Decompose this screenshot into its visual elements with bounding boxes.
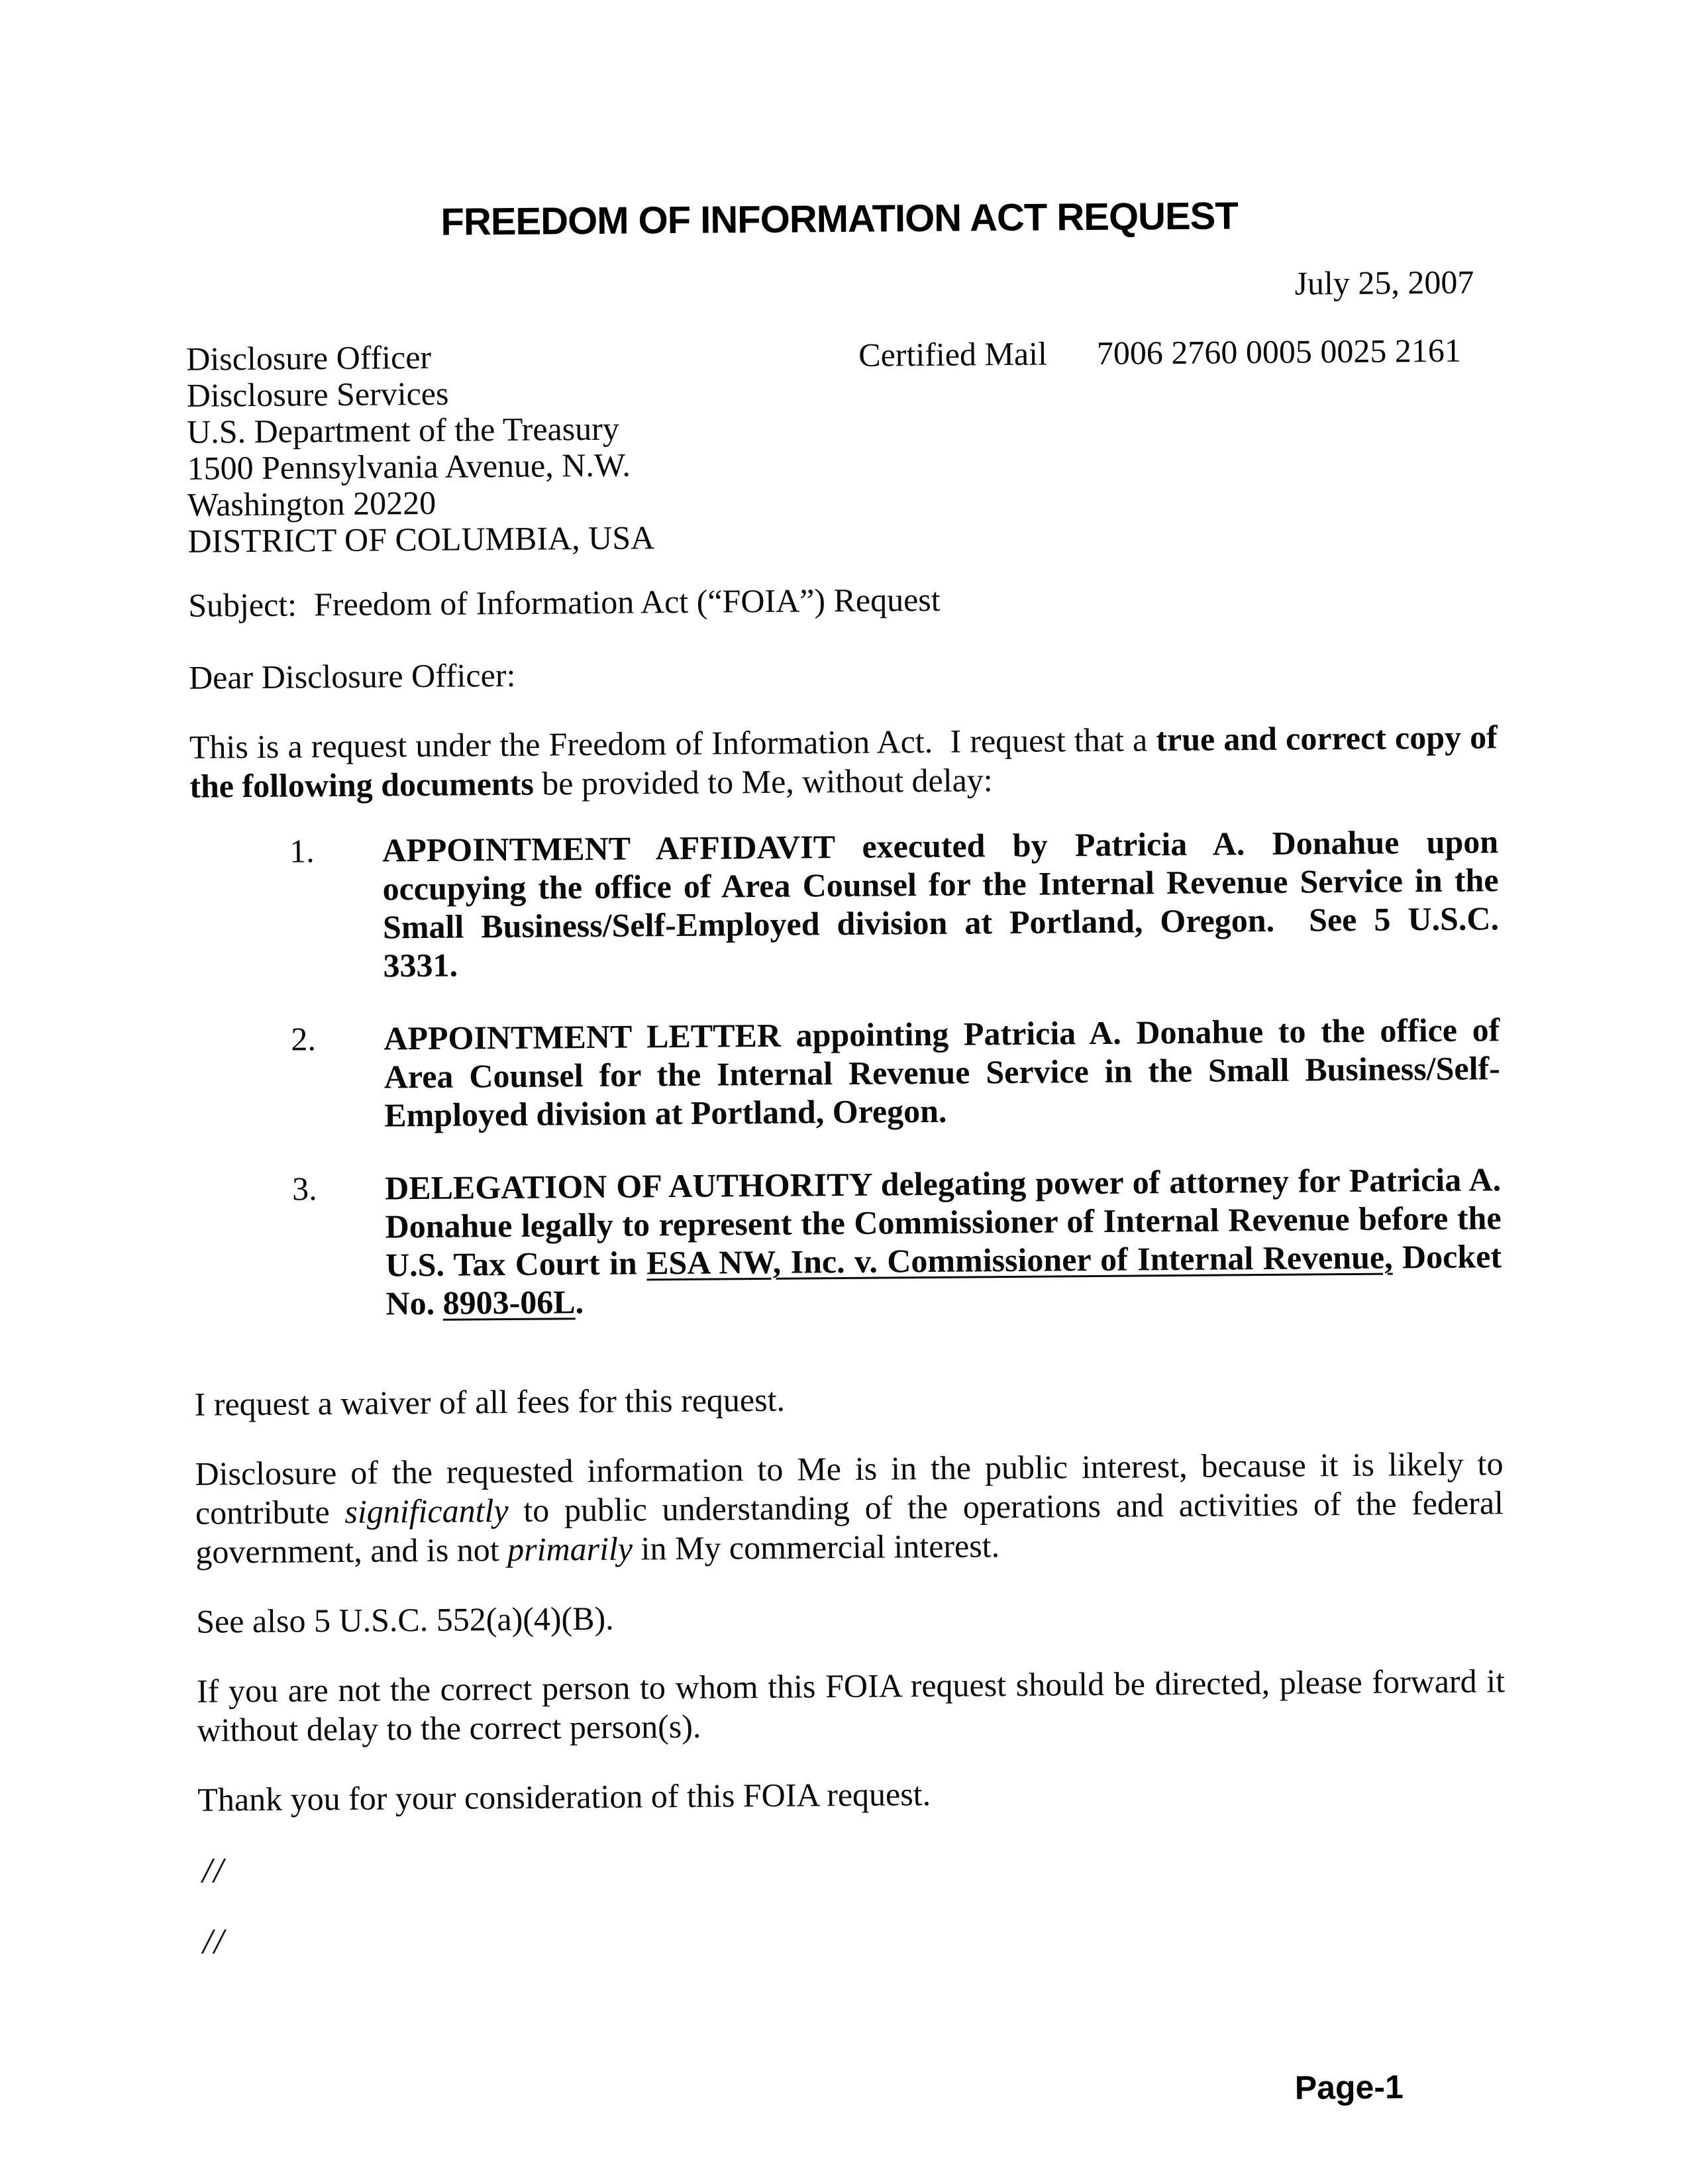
document-title: FREEDOM OF INFORMATION ACT REQUEST — [440, 194, 1239, 244]
item-number: 3. — [291, 1170, 317, 1208]
intro-paragraph: This is a request under the Freedom of Information Act. I request that a true and correct copy of the following documents be provided to Me, without delay: — [189, 718, 1498, 805]
request-item — [191, 1010, 1500, 1136]
slash-mark: // — [202, 1921, 226, 1961]
recipient-line: U.S. Department of the Treasury — [186, 409, 620, 450]
request-item — [193, 1160, 1502, 1324]
salutation: Dear Disclosure Officer: — [188, 656, 516, 696]
thanks-paragraph: Thank you for your consideration of this FOIA request. — [197, 1775, 931, 1818]
subject-label: Subject: — [187, 586, 297, 624]
recipient-line: 1500 Pennsylvania Avenue, N.W. — [187, 446, 631, 487]
forward-request-paragraph: If you are not the correct person to whom this FOIA request should be directed, please forward it without delay to the correct person(s). — [196, 1662, 1506, 1749]
certified-mail-number: 7006 2760 0005 0025 2161 — [1096, 331, 1462, 372]
letter-date: July 25, 2007 — [1294, 263, 1474, 302]
certified-mail-line — [858, 331, 1461, 375]
request-item — [190, 822, 1500, 986]
date-line — [185, 262, 1494, 312]
recipient-line: Disclosure Services — [186, 374, 449, 414]
item-number: 1. — [289, 832, 315, 870]
see-also-paragraph: See also 5 U.S.C. 552(a)(4)(B). — [196, 1599, 614, 1640]
request-items-list — [190, 822, 1502, 1324]
item-text: APPOINTMENT AFFIDAVIT executed by Patricia A. Donahue upon occupying the office of Area Counsel for the Internal Revenue Service in the Small Business/Self-Employed division at Portland, Oregon. See 5 U.S.C. 3331. — [382, 823, 1500, 984]
slash-mark: // — [201, 1850, 225, 1891]
public-interest-paragraph: Disclosure of the requested information to Me is in the public interest, because it is likely to contribute significantly to public understanding of the operations and activities of the federal government, and is not primarily in My commercial interest. — [195, 1445, 1504, 1571]
recipient-line: Washington 20220 — [187, 484, 436, 523]
item-number: 2. — [291, 1020, 317, 1058]
recipient-address-block — [186, 331, 1496, 560]
fee-waiver-paragraph: I request a waiver of all fees for this request. — [194, 1380, 786, 1423]
subject-line — [188, 576, 1496, 625]
recipient-line: DISTRICT OF COLUMBIA, USA — [187, 519, 655, 560]
subject-text: Freedom of Information Act (“FOIA”) Request — [313, 580, 941, 623]
page-number: Page-1 — [1294, 2068, 1404, 2106]
item-text: DELEGATION OF AUTHORITY delegating power of attorney for Patricia A. Donahue legally to represent the Commissioner of Internal Revenue before the U.S. Tax Court in ESA NW, Inc. v. Commissioner of Internal Revenue, Docket No. 8903-06L. — [384, 1161, 1502, 1322]
recipient-line: Disclosure Officer — [186, 338, 432, 378]
item-text: APPOINTMENT LETTER appointing Patricia A. Donahue to the office of Area Counsel for the Internal Revenue Service in the Small Business/Self-Employed division at Portland, Oregon. — [384, 1011, 1500, 1134]
certified-mail-label: Certified Mail — [858, 335, 1048, 374]
